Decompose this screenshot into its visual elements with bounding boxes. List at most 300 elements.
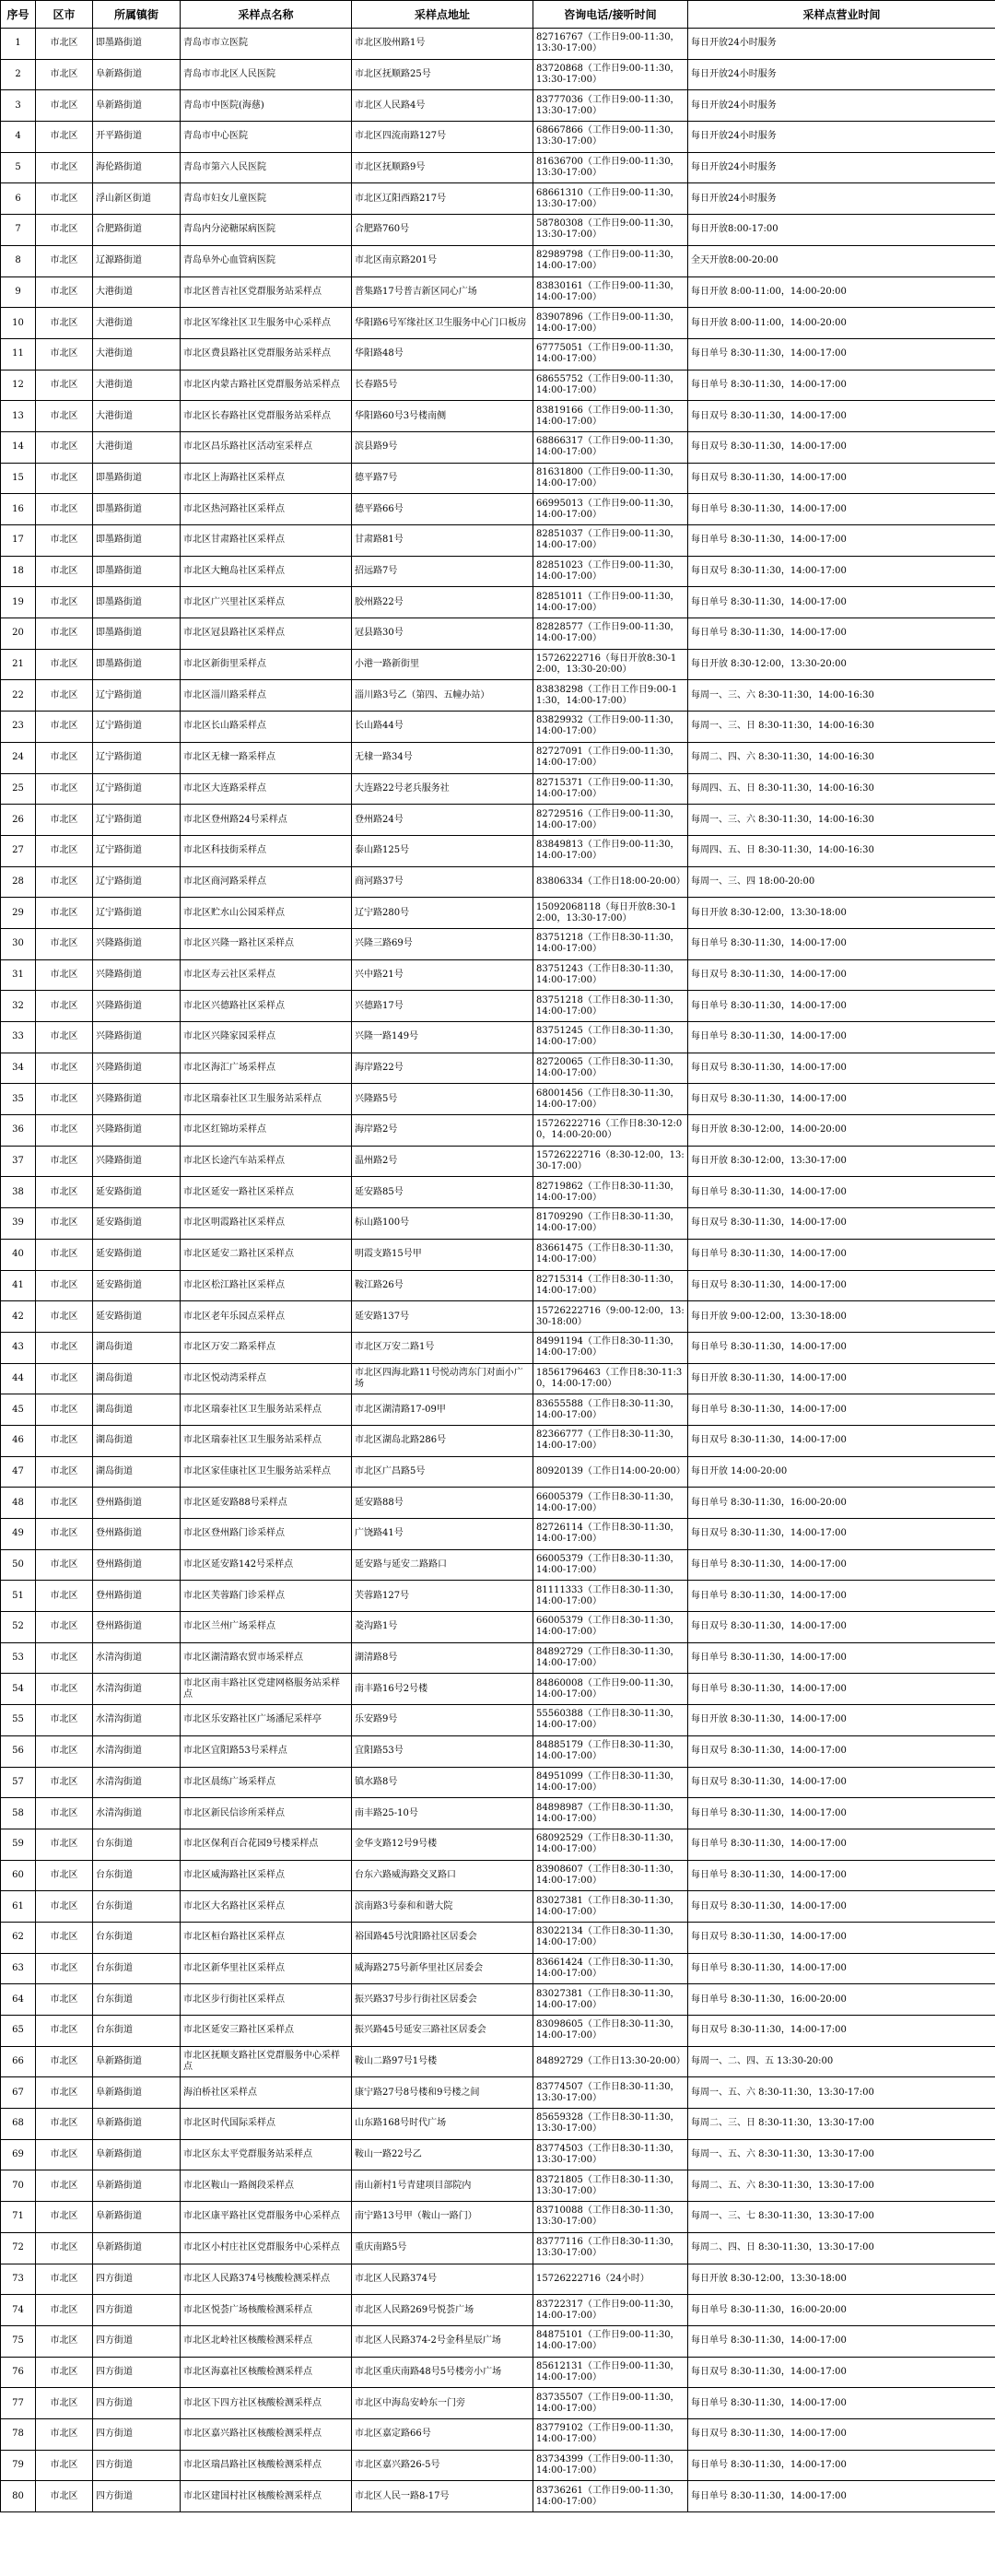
cell-site-name: 市北区延安三路社区采样点 <box>181 2016 352 2047</box>
cell-open-hours: 每日开放 8:00-11:00，14:00-20:00 <box>688 276 995 308</box>
cell-district: 市北区 <box>36 215 93 246</box>
cell-phone-hours: 85612131（工作日9:00-11:30，14:00-17:00） <box>533 2357 688 2388</box>
cell-site-name: 市北区延安二路社区采样点 <box>181 1239 352 1270</box>
cell-phone-hours: 83774507（工作日8:30-11:30，13:30-17:00） <box>533 2077 688 2109</box>
cell-district: 市北区 <box>36 712 93 743</box>
cell-subdistrict: 辽宁路街道 <box>93 742 181 773</box>
cell-district: 市北区 <box>36 2295 93 2326</box>
cell-phone-hours: 83722317（工作日9:00-11:30，14:00-17:00） <box>533 2295 688 2326</box>
cell-open-hours: 每日单号 8:30-11:30，14:00-17:00 <box>688 2450 995 2481</box>
table-row <box>1 1705 995 1736</box>
cell-site-address: 商河路37号 <box>352 866 533 898</box>
cell-index: 78 <box>1 2418 36 2450</box>
cell-subdistrict: 四方街道 <box>93 2264 181 2295</box>
table-row <box>1 2232 995 2264</box>
cell-open-hours: 每日双号 8:30-11:30，14:00-17:00 <box>688 463 995 494</box>
cell-site-address: 延安路137号 <box>352 1301 533 1333</box>
cell-open-hours: 每日开放24小时服务 <box>688 59 995 90</box>
cell-open-hours: 每日单号 8:30-11:30，14:00-17:00 <box>688 587 995 618</box>
table-row <box>1 152 995 183</box>
cell-site-name: 市北区甘肃路社区采样点 <box>181 525 352 557</box>
cell-open-hours: 每日双号 8:30-11:30，14:00-17:00 <box>688 1767 995 1798</box>
table-row <box>1 1208 995 1240</box>
cell-site-name: 市北区大名路社区采样点 <box>181 1891 352 1923</box>
cell-site-address: 重庆南路5号 <box>352 2232 533 2264</box>
table-row <box>1 494 995 525</box>
table-row <box>1 1270 995 1301</box>
cell-phone-hours: 83777036（工作日9:00-11:30，13:30-17:00） <box>533 90 688 122</box>
cell-subdistrict: 湖岛街道 <box>93 1332 181 1363</box>
cell-subdistrict: 兴隆路街道 <box>93 928 181 959</box>
cell-open-hours: 每日开放24小时服务 <box>688 29 995 60</box>
table-row <box>1 1735 995 1767</box>
cell-subdistrict: 辽宁路街道 <box>93 712 181 743</box>
cell-subdistrict: 台东街道 <box>93 1953 181 1984</box>
cell-district: 市北区 <box>36 1301 93 1333</box>
cell-site-address: 南丰路25-10号 <box>352 1798 533 1829</box>
cell-subdistrict: 兴隆路街道 <box>93 1115 181 1147</box>
cell-site-address: 市北区重庆南路48号5号楼旁小广场 <box>352 2357 533 2388</box>
cell-subdistrict: 阜新路街道 <box>93 2139 181 2170</box>
cell-district: 市北区 <box>36 525 93 557</box>
table-row <box>1 1301 995 1333</box>
cell-subdistrict: 大港街道 <box>93 370 181 401</box>
table-row <box>1 525 995 557</box>
cell-site-address: 菱沟路1号 <box>352 1612 533 1643</box>
cell-district: 市北区 <box>36 338 93 370</box>
cell-phone-hours: 66005379（工作日8:30-11:30，14:00-17:00） <box>533 1488 688 1519</box>
table-row <box>1 2139 995 2170</box>
cell-phone-hours: 84951099（工作日8:30-11:30，14:00-17:00） <box>533 1767 688 1798</box>
cell-phone-hours: 83751243（工作日8:30-11:30，14:00-17:00） <box>533 959 688 991</box>
cell-open-hours: 每周一、二、四、五 13:30-20:00 <box>688 2046 995 2077</box>
cell-site-name: 市北区北岭社区核酸检测采样点 <box>181 2325 352 2357</box>
cell-site-address: 小港一路新街里 <box>352 649 533 680</box>
cell-district: 市北区 <box>36 1767 93 1798</box>
cell-site-address: 市北区湖清路17-09甲 <box>352 1394 533 1426</box>
table-row <box>1 463 995 494</box>
cell-site-name: 市北区悦荟广场核酸检测采样点 <box>181 2295 352 2326</box>
cell-subdistrict: 水清沟街道 <box>93 1642 181 1674</box>
cell-subdistrict: 兴隆路街道 <box>93 1053 181 1084</box>
cell-subdistrict: 辽宁路街道 <box>93 805 181 836</box>
cell-phone-hours: 81709290（工作日8:30-11:30，14:00-17:00） <box>533 1208 688 1240</box>
cell-district: 市北区 <box>36 2202 93 2233</box>
cell-open-hours: 每周二、四、六 8:30-11:30，14:00-16:30 <box>688 742 995 773</box>
cell-site-name: 市北区大鲍岛社区采样点 <box>181 556 352 587</box>
cell-index: 58 <box>1 1798 36 1829</box>
cell-phone-hours: 15726222716（每日开放8:30-12:00，13:30-20:00） <box>533 649 688 680</box>
cell-district: 市北区 <box>36 245 93 276</box>
cell-phone-hours: 83819166（工作日9:00-11:30，14:00-17:00） <box>533 401 688 432</box>
cell-site-name: 青岛市中医院(海慈) <box>181 90 352 122</box>
cell-phone-hours: 83721805（工作日8:30-11:30，13:30-17:00） <box>533 2170 688 2202</box>
cell-subdistrict: 阜新路街道 <box>93 59 181 90</box>
cell-district: 市北区 <box>36 90 93 122</box>
header-open-hours: 采样点营业时间 <box>688 1 995 29</box>
cell-subdistrict: 湖岛街道 <box>93 1456 181 1488</box>
cell-district: 市北区 <box>36 2418 93 2450</box>
cell-open-hours: 每日单号 8:30-11:30，14:00-17:00 <box>688 1394 995 1426</box>
cell-index: 29 <box>1 898 36 929</box>
cell-phone-hours: 82851023（工作日9:00-11:30，14:00-17:00） <box>533 556 688 587</box>
table-row <box>1 680 995 712</box>
cell-site-address: 南宁路13号甲（鞍山一路门） <box>352 2202 533 2233</box>
cell-site-name: 市北区保利百合花园9号楼采样点 <box>181 1829 352 1860</box>
cell-subdistrict: 大港街道 <box>93 401 181 432</box>
cell-site-name: 市北区军缘社区卫生服务中心采样点 <box>181 308 352 339</box>
cell-site-name: 市北区海嘉社区核酸检测采样点 <box>181 2357 352 2388</box>
cell-subdistrict: 大港街道 <box>93 276 181 308</box>
cell-index: 42 <box>1 1301 36 1333</box>
cell-district: 市北区 <box>36 29 93 60</box>
cell-site-name: 市北区红锦坊采样点 <box>181 1115 352 1147</box>
header-district: 区市 <box>36 1 93 29</box>
cell-index: 73 <box>1 2264 36 2295</box>
cell-subdistrict: 延安路街道 <box>93 1208 181 1240</box>
cell-subdistrict: 阜新路街道 <box>93 90 181 122</box>
cell-subdistrict: 辽宁路街道 <box>93 773 181 805</box>
cell-index: 79 <box>1 2450 36 2481</box>
header-phone-hours: 咨询电话/接听时间 <box>533 1 688 29</box>
cell-site-address: 市北区嘉定路66号 <box>352 2418 533 2450</box>
cell-phone-hours: 83774503（工作日8:30-11:30，13:30-17:00） <box>533 2139 688 2170</box>
cell-district: 市北区 <box>36 308 93 339</box>
cell-open-hours: 每日双号 8:30-11:30，14:00-17:00 <box>688 2357 995 2388</box>
cell-site-address: 长山路44号 <box>352 712 533 743</box>
cell-site-name: 市北区上海路社区采样点 <box>181 463 352 494</box>
table-row <box>1 370 995 401</box>
cell-index: 26 <box>1 805 36 836</box>
cell-phone-hours: 81631800（工作日9:00-11:30，14:00-17:00） <box>533 463 688 494</box>
table-row <box>1 1953 995 1984</box>
table-row <box>1 649 995 680</box>
cell-open-hours: 每日双号 8:30-11:30，14:00-17:00 <box>688 2418 995 2450</box>
table-row <box>1 1022 995 1053</box>
table-row <box>1 928 995 959</box>
cell-index: 27 <box>1 835 36 866</box>
cell-district: 市北区 <box>36 1177 93 1208</box>
cell-site-name: 市北区海汇广场采样点 <box>181 1053 352 1084</box>
cell-phone-hours: 83751218（工作日8:30-11:30，14:00-17:00） <box>533 928 688 959</box>
cell-district: 市北区 <box>36 587 93 618</box>
cell-phone-hours: 66005379（工作日8:30-11:30，14:00-17:00） <box>533 1549 688 1581</box>
table-row <box>1 59 995 90</box>
cell-site-address: 辽宁路280号 <box>352 898 533 929</box>
cell-site-name: 市北区鞍山一路阁段采样点 <box>181 2170 352 2202</box>
cell-site-name: 青岛内分泌糖尿病医院 <box>181 215 352 246</box>
cell-open-hours: 每日开放 8:30-12:00，13:30-17:00 <box>688 1146 995 1177</box>
cell-phone-hours: 82729516（工作日9:00-11:30，14:00-17:00） <box>533 805 688 836</box>
cell-open-hours: 每日开放24小时服务 <box>688 183 995 215</box>
cell-subdistrict: 辽宁路街道 <box>93 680 181 712</box>
cell-phone-hours: 83779102（工作日9:00-11:30，14:00-17:00） <box>533 2418 688 2450</box>
cell-subdistrict: 水清沟街道 <box>93 1674 181 1705</box>
cell-index: 56 <box>1 1735 36 1767</box>
cell-site-address: 华阳路60号3号楼南侧 <box>352 401 533 432</box>
cell-phone-hours: 15092068118（每日开放8:30-12:00，13:30-17:00） <box>533 898 688 929</box>
cell-index: 77 <box>1 2388 36 2419</box>
cell-index: 15 <box>1 463 36 494</box>
cell-phone-hours: 83735507（工作日9:00-11:30，14:00-17:00） <box>533 2388 688 2419</box>
table-row <box>1 1115 995 1147</box>
cell-phone-hours: 83777116（工作日8:30-11:30，13:30-17:00） <box>533 2232 688 2264</box>
cell-site-address: 市北区人民路4号 <box>352 90 533 122</box>
cell-subdistrict: 辽宁路街道 <box>93 866 181 898</box>
cell-open-hours: 每日单号 8:30-11:30，14:00-17:00 <box>688 928 995 959</box>
cell-open-hours: 每日双号 8:30-11:30，14:00-17:00 <box>688 1084 995 1115</box>
cell-open-hours: 每日开放 8:30-12:00，14:00-20:00 <box>688 1115 995 1147</box>
table-row <box>1 1798 995 1829</box>
cell-index: 10 <box>1 308 36 339</box>
cell-district: 市北区 <box>36 618 93 650</box>
cell-district: 市北区 <box>36 1208 93 1240</box>
table-row <box>1 2016 995 2047</box>
cell-subdistrict: 辽宁路街道 <box>93 898 181 929</box>
cell-district: 市北区 <box>36 2232 93 2264</box>
cell-site-name: 市北区普吉社区党群服务站采样点 <box>181 276 352 308</box>
cell-phone-hours: 84898987（工作日8:30-11:30，14:00-17:00） <box>533 1798 688 1829</box>
cell-site-address: 市北区湖岛北路286号 <box>352 1425 533 1456</box>
cell-site-address: 冠县路30号 <box>352 618 533 650</box>
cell-open-hours: 每日单号 8:30-11:30，14:00-17:00 <box>688 1022 995 1053</box>
cell-phone-hours: 81111333（工作日8:30-11:30，14:00-17:00） <box>533 1581 688 1612</box>
cell-site-name: 市北区新民信诊所采样点 <box>181 1798 352 1829</box>
cell-index: 18 <box>1 556 36 587</box>
cell-site-name: 市北区步行街社区采样点 <box>181 1984 352 2016</box>
cell-subdistrict: 湖岛街道 <box>93 1363 181 1394</box>
cell-site-address: 海岸路2号 <box>352 1115 533 1147</box>
cell-district: 市北区 <box>36 494 93 525</box>
cell-index: 23 <box>1 712 36 743</box>
table-row <box>1 587 995 618</box>
cell-subdistrict: 兴隆路街道 <box>93 1022 181 1053</box>
cell-phone-hours: 15726222716（24小时） <box>533 2264 688 2295</box>
cell-subdistrict: 即墨路街道 <box>93 556 181 587</box>
cell-site-name: 市北区兰州广场采样点 <box>181 1612 352 1643</box>
cell-open-hours: 每日开放24小时服务 <box>688 122 995 153</box>
table-row <box>1 1084 995 1115</box>
cell-phone-hours: 84875101（工作日9:00-11:30，14:00-17:00） <box>533 2325 688 2357</box>
table-row <box>1 2077 995 2109</box>
cell-site-address: 裕国路45号沈阳路社区居委会 <box>352 1922 533 1953</box>
table-row <box>1 835 995 866</box>
cell-phone-hours: 82989798（工作日9:00-11:30，14:00-17:00） <box>533 245 688 276</box>
cell-open-hours: 每日单号 8:30-11:30，14:00-17:00 <box>688 1239 995 1270</box>
cell-district: 市北区 <box>36 122 93 153</box>
cell-subdistrict: 登州路街道 <box>93 1488 181 1519</box>
cell-site-name: 市北区南丰路社区党建网格服务站采样点 <box>181 1674 352 1705</box>
cell-open-hours: 全天开放8:00-20:00 <box>688 245 995 276</box>
cell-site-name: 市北区费县路社区党群服务站采样点 <box>181 338 352 370</box>
cell-site-name: 市北区冠县路社区采样点 <box>181 618 352 650</box>
cell-district: 市北区 <box>36 2450 93 2481</box>
table-row <box>1 1581 995 1612</box>
cell-open-hours: 每日单号 8:30-11:30，14:00-17:00 <box>688 1674 995 1705</box>
cell-subdistrict: 台东街道 <box>93 1860 181 1891</box>
cell-site-name: 市北区东太平党群服务站采样点 <box>181 2139 352 2170</box>
cell-open-hours: 每日开放 14:00-20:00 <box>688 1456 995 1488</box>
cell-subdistrict: 登州路街道 <box>93 1549 181 1581</box>
cell-open-hours: 每周一、五、六 8:30-11:30，13:30-17:00 <box>688 2077 995 2109</box>
cell-open-hours: 每日开放 8:30-11:30，14:00-17:00 <box>688 1705 995 1736</box>
cell-open-hours: 每日单号 8:30-11:30，16:00-20:00 <box>688 1488 995 1519</box>
table-row <box>1 1425 995 1456</box>
cell-site-address: 华阳路6号军缘社区卫生服务中心门口板房 <box>352 308 533 339</box>
cell-open-hours: 每日单号 8:30-11:30，14:00-17:00 <box>688 370 995 401</box>
cell-site-name: 青岛市市立医院 <box>181 29 352 60</box>
cell-open-hours: 每日单号 8:30-11:30，14:00-17:00 <box>688 338 995 370</box>
cell-index: 64 <box>1 1984 36 2016</box>
cell-open-hours: 每日单号 8:30-11:30，14:00-17:00 <box>688 525 995 557</box>
cell-site-address: 振兴路45号延安三路社区居委会 <box>352 2016 533 2047</box>
cell-site-name: 青岛市妇女儿童医院 <box>181 183 352 215</box>
cell-site-address: 市北区中海岛安岭东一门旁 <box>352 2388 533 2419</box>
table-row <box>1 2295 995 2326</box>
cell-site-name: 市北区威海路社区采样点 <box>181 1860 352 1891</box>
cell-site-address: 市北区人民路269号悦荟广场 <box>352 2295 533 2326</box>
cell-site-address: 兴中路21号 <box>352 959 533 991</box>
cell-site-name: 市北区瑞昌路社区核酸检测采样点 <box>181 2450 352 2481</box>
cell-index: 71 <box>1 2202 36 2233</box>
cell-phone-hours: 68001456（工作日8:30-11:30，14:00-17:00） <box>533 1084 688 1115</box>
cell-site-address: 长春路5号 <box>352 370 533 401</box>
cell-district: 市北区 <box>36 1735 93 1767</box>
table-row <box>1 1177 995 1208</box>
cell-site-name: 市北区兴隆一路社区采样点 <box>181 928 352 959</box>
cell-open-hours: 每日双号 8:30-11:30，14:00-17:00 <box>688 1425 995 1456</box>
cell-phone-hours: 80920139（工作日14:00-20:00） <box>533 1456 688 1488</box>
cell-subdistrict: 延安路街道 <box>93 1301 181 1333</box>
cell-open-hours: 每日开放24小时服务 <box>688 90 995 122</box>
cell-index: 44 <box>1 1363 36 1394</box>
cell-open-hours: 每日单号 8:30-11:30，14:00-17:00 <box>688 1860 995 1891</box>
cell-site-name: 市北区昌乐路社区活动室采样点 <box>181 431 352 463</box>
cell-site-name: 市北区人民路374号核酸检测采样点 <box>181 2264 352 2295</box>
cell-phone-hours: 66005379（工作日8:30-11:30，14:00-17:00） <box>533 1612 688 1643</box>
cell-index: 75 <box>1 2325 36 2357</box>
cell-open-hours: 每周四、五、日 8:30-11:30，14:00-16:30 <box>688 773 995 805</box>
cell-index: 57 <box>1 1767 36 1798</box>
cell-site-name: 市北区时代国际采样点 <box>181 2109 352 2140</box>
cell-subdistrict: 台东街道 <box>93 1984 181 2016</box>
cell-phone-hours: 83806334（工作日18:00-20:00） <box>533 866 688 898</box>
cell-site-address: 振兴路37号步行街社区居委会 <box>352 1984 533 2016</box>
cell-subdistrict: 阜新路街道 <box>93 2109 181 2140</box>
cell-district: 市北区 <box>36 2357 93 2388</box>
cell-phone-hours: 68092529（工作日8:30-11:30，14:00-17:00） <box>533 1829 688 1860</box>
cell-index: 34 <box>1 1053 36 1084</box>
cell-phone-hours: 83710088（工作日8:30-11:30，13:30-17:00） <box>533 2202 688 2233</box>
cell-index: 1 <box>1 29 36 60</box>
cell-index: 68 <box>1 2109 36 2140</box>
table-row <box>1 1829 995 1860</box>
cell-open-hours: 每日单号 8:30-11:30，14:00-17:00 <box>688 991 995 1022</box>
cell-site-name: 市北区建国村社区核酸检测采样点 <box>181 2481 352 2512</box>
cell-district: 市北区 <box>36 991 93 1022</box>
cell-phone-hours: 83751218（工作日8:30-11:30，14:00-17:00） <box>533 991 688 1022</box>
cell-site-name: 市北区无棣一路采样点 <box>181 742 352 773</box>
cell-site-name: 市北区宜阳路53号采样点 <box>181 1735 352 1767</box>
cell-subdistrict: 四方街道 <box>93 2450 181 2481</box>
cell-site-name: 市北区登州路24号采样点 <box>181 805 352 836</box>
cell-site-name: 市北区老年乐园点采样点 <box>181 1301 352 1333</box>
cell-site-name: 市北区万安二路采样点 <box>181 1332 352 1363</box>
cell-subdistrict: 台东街道 <box>93 2016 181 2047</box>
table-row <box>1 2109 995 2140</box>
cell-phone-hours: 55560388（工作日8:30-11:30，14:00-17:00） <box>533 1705 688 1736</box>
cell-district: 市北区 <box>36 1860 93 1891</box>
cell-district: 市北区 <box>36 866 93 898</box>
cell-index: 62 <box>1 1922 36 1953</box>
cell-site-address: 鞍江路26号 <box>352 1270 533 1301</box>
table-row <box>1 1146 995 1177</box>
cell-site-address: 无棣一路34号 <box>352 742 533 773</box>
cell-index: 47 <box>1 1456 36 1488</box>
cell-site-address: 市北区胶州路1号 <box>352 29 533 60</box>
cell-subdistrict: 四方街道 <box>93 2325 181 2357</box>
cell-district: 市北区 <box>36 2139 93 2170</box>
cell-site-name: 市北区抚顺支路社区党群服务中心采样点 <box>181 2046 352 2077</box>
cell-site-address: 市北区嘉兴路26-5号 <box>352 2450 533 2481</box>
cell-site-name: 市北区明霞路社区采样点 <box>181 1208 352 1240</box>
cell-index: 60 <box>1 1860 36 1891</box>
cell-phone-hours: 83734399（工作日9:00-11:30，14:00-17:00） <box>533 2450 688 2481</box>
cell-site-name: 市北区悦动湾采样点 <box>181 1363 352 1394</box>
cell-site-address: 台东六路威海路交叉路口 <box>352 1860 533 1891</box>
cell-site-name: 市北区长途汽车站采样点 <box>181 1146 352 1177</box>
cell-site-address: 市北区抚顺路25号 <box>352 59 533 90</box>
cell-district: 市北区 <box>36 1953 93 1984</box>
table-row <box>1 1488 995 1519</box>
cell-index: 9 <box>1 276 36 308</box>
table-row <box>1 1860 995 1891</box>
cell-phone-hours: 82726114（工作日8:30-11:30，14:00-17:00） <box>533 1519 688 1550</box>
cell-index: 37 <box>1 1146 36 1177</box>
cell-open-hours: 每日单号 8:30-11:30，14:00-17:00 <box>688 1953 995 1984</box>
cell-site-name: 市北区淄川路采样点 <box>181 680 352 712</box>
cell-index: 8 <box>1 245 36 276</box>
cell-open-hours: 每日单号 8:30-11:30，14:00-17:00 <box>688 1549 995 1581</box>
cell-phone-hours: 84892729（工作日13:30-20:00） <box>533 2046 688 2077</box>
cell-site-name: 市北区长春路社区党群服务站采样点 <box>181 401 352 432</box>
cell-index: 39 <box>1 1208 36 1240</box>
cell-phone-hours: 84991194（工作日8:30-11:30，14:00-17:00） <box>533 1332 688 1363</box>
cell-district: 市北区 <box>36 898 93 929</box>
cell-open-hours: 每日单号 8:30-11:30，16:00-20:00 <box>688 2295 995 2326</box>
cell-subdistrict: 兴隆路街道 <box>93 1084 181 1115</box>
cell-open-hours: 每周一、三、四 18:00-20:00 <box>688 866 995 898</box>
table-row <box>1 2357 995 2388</box>
cell-subdistrict: 即墨路街道 <box>93 29 181 60</box>
cell-site-address: 市北区抚顺路9号 <box>352 152 533 183</box>
cell-site-name: 市北区兴德路社区采样点 <box>181 991 352 1022</box>
table-row <box>1 1642 995 1674</box>
table-row <box>1 122 995 153</box>
cell-index: 25 <box>1 773 36 805</box>
cell-index: 3 <box>1 90 36 122</box>
cell-open-hours: 每日双号 8:30-11:30，14:00-17:00 <box>688 431 995 463</box>
cell-open-hours: 每周一、三、六 8:30-11:30，14:00-16:30 <box>688 680 995 712</box>
header-site-address: 采样点地址 <box>352 1 533 29</box>
cell-site-address: 登州路24号 <box>352 805 533 836</box>
cell-site-name: 青岛市中心医院 <box>181 122 352 153</box>
cell-district: 市北区 <box>36 1456 93 1488</box>
cell-phone-hours: 68661310（工作日9:00-11:30，13:30-17:00） <box>533 183 688 215</box>
cell-district: 市北区 <box>36 2388 93 2419</box>
cell-site-name: 市北区下四方社区核酸检测采样点 <box>181 2388 352 2419</box>
cell-site-address: 胶州路22号 <box>352 587 533 618</box>
